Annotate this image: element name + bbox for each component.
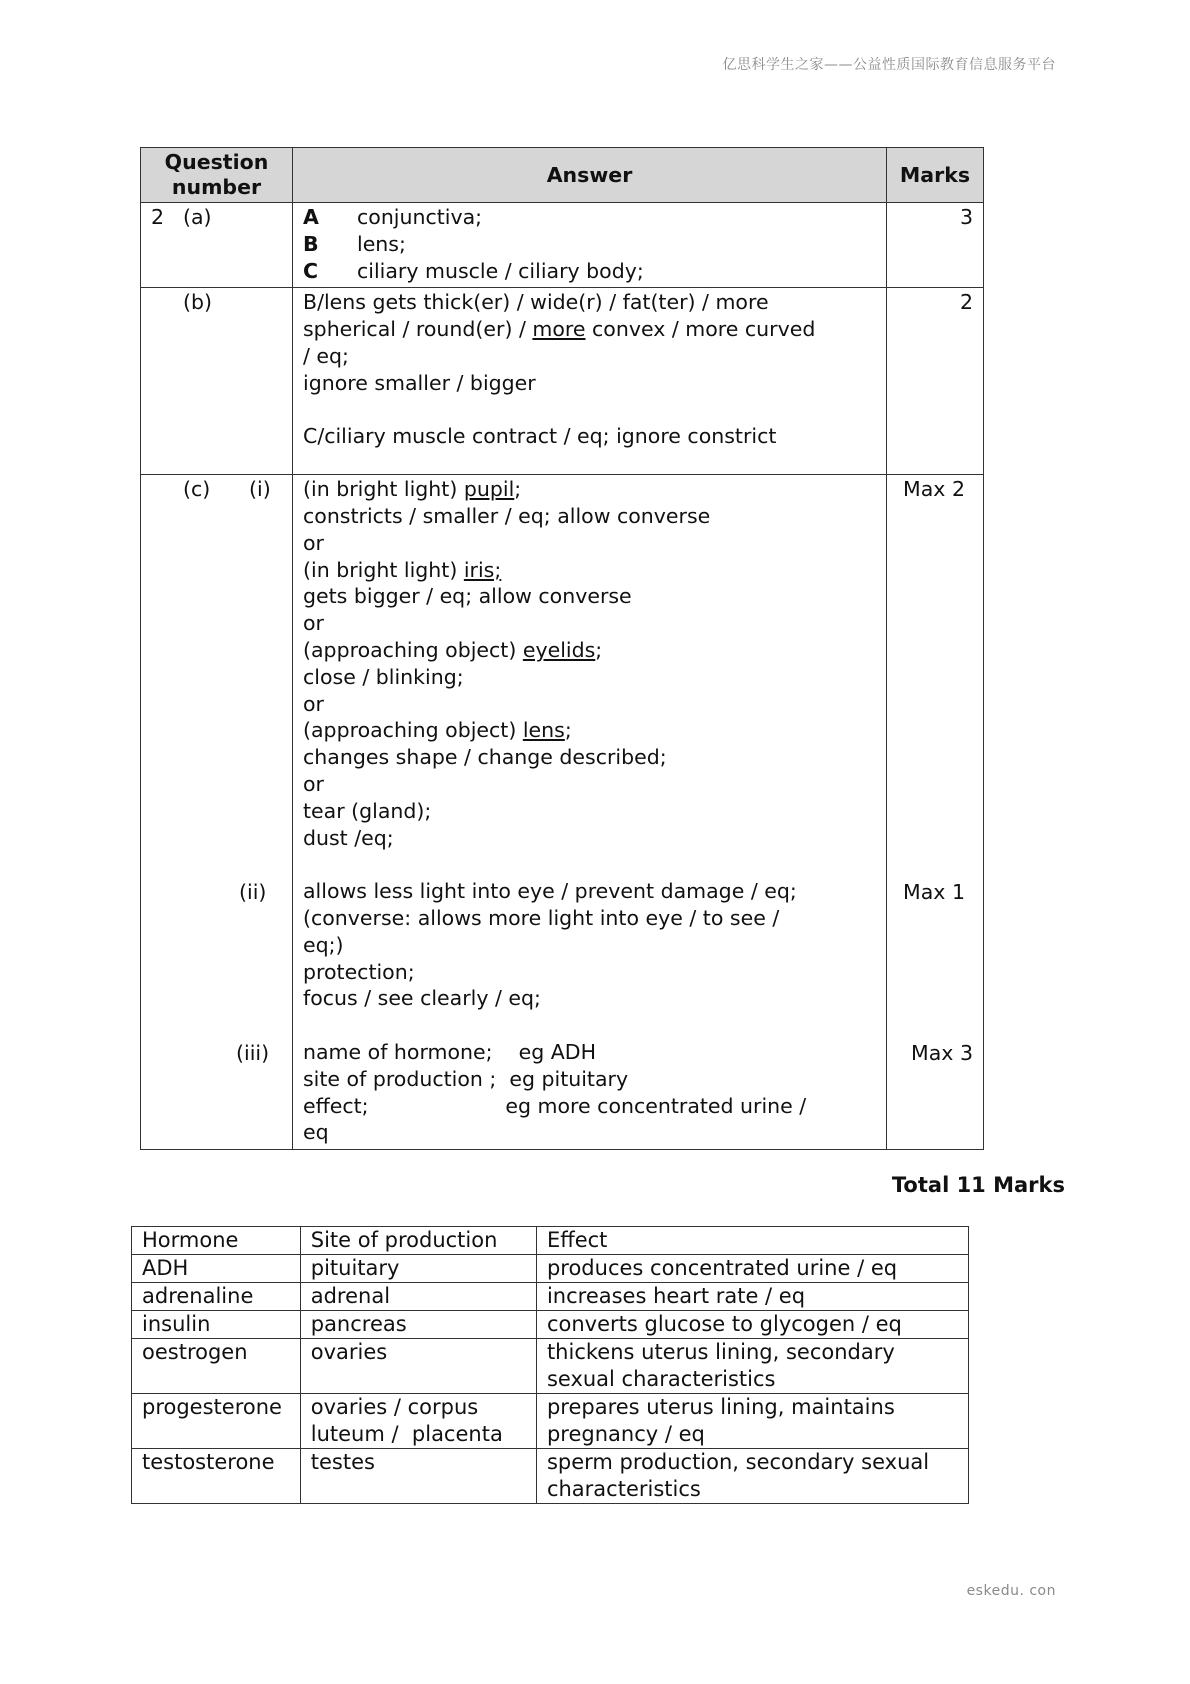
answer-line — [303, 231, 876, 258]
site-cell: ovaries — [300, 1339, 536, 1394]
header-watermark: 亿思科学生之家——公益性质国际教育信息服务平台 — [722, 57, 1056, 73]
effect-cell: converts glucose to glycogen / eq — [536, 1311, 968, 1339]
question-part-b: (b) — [183, 290, 213, 315]
answer-cell-2c — [293, 475, 887, 1150]
answer-line: allows less light into eye / prevent damage / eq; — [303, 879, 797, 904]
answer-text: (approaching object) — [303, 637, 523, 662]
spacer — [303, 1012, 876, 1039]
hormone-cell: oestrogen — [132, 1339, 301, 1394]
answer-line — [303, 557, 876, 584]
answer-line: / eq; — [303, 343, 349, 368]
total-marks: Total 11 Marks — [891, 1173, 1065, 1197]
answer-line: close / blinking; — [303, 664, 464, 689]
site-cell: testes — [300, 1449, 536, 1504]
row-2b — [141, 288, 984, 475]
site-cell: pituitary — [300, 1255, 536, 1283]
answer-line: ignore smaller / bigger — [303, 370, 536, 395]
part-label: A — [303, 205, 319, 229]
answer-line: focus / see clearly / eq; — [303, 986, 541, 1011]
marks-header: Marks — [887, 148, 984, 203]
part-label: C — [303, 258, 319, 283]
answer-line: or — [303, 530, 324, 555]
hormone-cell: ADH — [132, 1255, 301, 1283]
marks-cell-2b — [887, 288, 984, 475]
question-number-header: Question number — [141, 148, 293, 203]
hormone-header: Hormone — [132, 1227, 301, 1255]
answer-line: C/ciliary muscle contract / eq; ignore constrict — [303, 424, 777, 449]
effect-cell: produces concentrated urine / eq — [536, 1255, 968, 1283]
marks-value-ii: Max 1 — [903, 880, 965, 905]
answer-line: site of production ; eg pituitary — [303, 1066, 629, 1091]
answer-line: dust /eq; — [303, 825, 394, 850]
table-row — [132, 1394, 969, 1449]
effect-cell: sperm production, secondary sexual characteristics — [536, 1449, 968, 1504]
question-cell-2c — [141, 475, 293, 1150]
answer-line: name of hormone; eg ADH — [303, 1039, 596, 1064]
question-cell-2a — [141, 203, 293, 288]
hormone-cell: progesterone — [132, 1394, 301, 1449]
question-cell-2b — [141, 288, 293, 475]
hormone-table — [131, 1226, 969, 1504]
answer-line: constricts / smaller / eq; allow converse — [303, 503, 711, 528]
site-cell: ovaries / corpus luteum / placenta — [300, 1394, 536, 1449]
answer-line — [303, 316, 876, 343]
hormone-cell: adrenaline — [132, 1283, 301, 1311]
hormone-cell: insulin — [132, 1311, 301, 1339]
answer-text: ; — [595, 637, 603, 662]
answer-text: ; — [514, 477, 522, 502]
site-header: Site of production — [300, 1227, 536, 1255]
answer-line: B/lens gets thick(er) / wide(r) / fat(ter) / more — [303, 290, 769, 315]
hormone-cell: testosterone — [132, 1449, 301, 1504]
marks-value-iii: Max 3 — [911, 1041, 973, 1066]
marks-cell-2c — [887, 475, 984, 1150]
footer-site: eskedu. con — [966, 1583, 1056, 1599]
answer-line — [303, 204, 876, 231]
underlined-text: pupil — [463, 477, 515, 502]
site-cell: pancreas — [300, 1311, 536, 1339]
mark-scheme-table — [140, 147, 984, 1150]
marks-value-i: Max 2 — [903, 477, 965, 502]
answer-line: protection; — [303, 959, 415, 984]
effect-header: Effect — [536, 1227, 968, 1255]
marks-value: 3 — [959, 205, 973, 229]
answer-header: Answer — [293, 148, 887, 203]
row-2a — [141, 203, 984, 288]
spacer — [303, 397, 876, 424]
table-row — [132, 1449, 969, 1504]
table-row — [132, 1255, 969, 1283]
table-row — [132, 1283, 969, 1311]
underlined-text: more — [532, 317, 586, 342]
answer-line: changes shape / change described; — [303, 745, 667, 770]
underlined-text: iris; — [463, 557, 502, 582]
answer-line — [303, 717, 876, 744]
answer-cell-2a — [293, 203, 887, 288]
underlined-text: lens — [522, 718, 565, 743]
spacer — [303, 851, 876, 878]
answer-line: or — [303, 611, 324, 636]
answer-text: spherical / round(er) / — [303, 317, 533, 342]
answer-line: gets bigger / eq; allow converse — [303, 584, 632, 609]
answer-text: lens; — [357, 231, 406, 256]
answer-text: ; — [564, 718, 572, 743]
answer-line: effect; eg more concentrated urine / — [303, 1093, 807, 1118]
site-cell: adrenal — [300, 1283, 536, 1311]
answer-line: or — [303, 771, 324, 796]
answer-text: conjunctiva; — [357, 205, 483, 229]
part-label: B — [303, 231, 319, 256]
answer-line — [303, 258, 876, 285]
row-2c — [141, 475, 984, 1150]
table-row — [132, 1311, 969, 1339]
hormone-header-row — [132, 1227, 969, 1255]
answer-line: or — [303, 691, 324, 716]
answer-text: (in bright light) — [303, 557, 464, 582]
answer-line: eq;) — [303, 932, 344, 957]
sub-part-iii: (iii) — [236, 1041, 270, 1066]
answer-line: tear (gland); — [303, 798, 432, 823]
question-part-a: (a) — [183, 205, 212, 229]
answer-line — [303, 637, 876, 664]
mark-scheme-header-row — [141, 148, 984, 203]
sub-part-ii: (ii) — [239, 880, 267, 905]
answer-text: (approaching object) — [303, 718, 523, 743]
marks-cell-2a — [887, 203, 984, 288]
answer-text: convex / more curved — [585, 317, 816, 342]
answer-line — [303, 476, 876, 503]
effect-cell: increases heart rate / eq — [536, 1283, 968, 1311]
answer-line: eq — [303, 1120, 329, 1145]
answer-line: (converse: allows more light into eye / to see / — [303, 905, 780, 930]
table-row — [132, 1339, 969, 1394]
answer-cell-2b — [293, 288, 887, 475]
question-number: 2 — [151, 205, 165, 229]
effect-cell: prepares uterus lining, maintains pregnancy / eq — [536, 1394, 968, 1449]
answer-text: (in bright light) — [303, 477, 464, 502]
question-part-c: (c) — [183, 477, 211, 502]
underlined-text: eyelids — [522, 637, 596, 662]
marks-value: 2 — [959, 290, 973, 315]
sub-part-i: (i) — [249, 477, 271, 502]
effect-cell: thickens uterus lining, secondary sexual characteristics — [536, 1339, 968, 1394]
answer-text: ciliary muscle / ciliary body; — [357, 258, 644, 283]
